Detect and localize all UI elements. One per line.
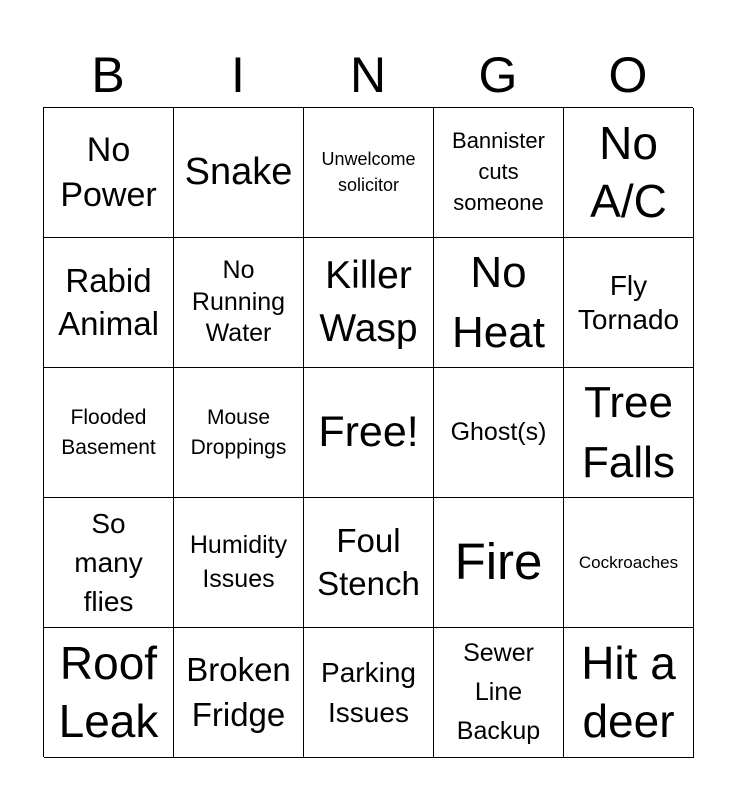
bingo-cell[interactable] [434, 628, 564, 758]
bingo-cell[interactable] [434, 368, 564, 498]
bingo-cell[interactable] [44, 498, 174, 628]
bingo-board [43, 107, 693, 757]
cell-text: Sewer Line Backup [456, 639, 541, 745]
cell-text: Broken Fridge [186, 650, 291, 733]
bingo-cell[interactable] [564, 498, 694, 628]
cell-text: Foul Stench [317, 522, 420, 602]
cell-text: Rabid Animal [58, 262, 159, 342]
cell-text: No Power [60, 131, 157, 214]
bingo-cell[interactable] [44, 628, 174, 758]
bingo-cell[interactable] [434, 498, 564, 628]
bingo-cell[interactable] [304, 238, 434, 368]
header-letter-b: B [91, 47, 125, 103]
cell-text: Unwelcome solicitor [321, 149, 416, 195]
bingo-cell[interactable] [44, 368, 174, 498]
cell-text: Killer Wasp [319, 253, 418, 350]
bingo-cell[interactable] [44, 238, 174, 368]
cell-text: So many flies [74, 507, 143, 618]
bingo-cell[interactable] [434, 238, 564, 368]
bingo-cell[interactable] [434, 108, 564, 238]
header-letter-o: O [608, 47, 648, 103]
bingo-cell[interactable] [304, 108, 434, 238]
bingo-cell[interactable] [564, 238, 694, 368]
cell-text: Roof Leak [58, 637, 159, 747]
bingo-cell[interactable] [174, 238, 304, 368]
bingo-cell[interactable] [304, 498, 434, 628]
cell-text: No Running Water [191, 255, 286, 348]
cell-text: Free! [318, 408, 419, 457]
cell-text: Fire [454, 533, 543, 591]
cell-text: Hit a deer [581, 637, 676, 747]
cell-text: Snake [184, 151, 293, 194]
header-letter-n: N [349, 47, 387, 103]
cell-text: Tree Falls [582, 378, 675, 487]
cell-text: Parking Issues [321, 657, 416, 728]
bingo-cell[interactable] [304, 368, 434, 498]
bingo-cell[interactable] [174, 368, 304, 498]
cell-text: Mouse Droppings [190, 406, 287, 459]
bingo-header [43, 42, 693, 108]
cell-text: Fly Tornado [577, 269, 680, 335]
bingo-cell[interactable] [564, 368, 694, 498]
cell-text: No Heat [452, 248, 545, 357]
header-letter-i: I [231, 47, 245, 103]
bingo-cell[interactable] [174, 498, 304, 628]
cell-text: Bannister cuts someone [452, 128, 545, 215]
cell-text: Flooded Basement [61, 406, 156, 459]
cell-text: Cockroaches [578, 553, 679, 572]
header-letter-g: G [478, 47, 518, 103]
cell-text: No A/C [590, 117, 667, 227]
bingo-cell[interactable] [564, 628, 694, 758]
cell-text: Ghost(s) [450, 417, 547, 446]
bingo-cell[interactable] [174, 108, 304, 238]
cell-text: Humidity Issues [189, 530, 288, 593]
bingo-cell[interactable] [44, 108, 174, 238]
bingo-cell[interactable] [564, 108, 694, 238]
bingo-cell[interactable] [304, 628, 434, 758]
bingo-cell[interactable] [174, 628, 304, 758]
